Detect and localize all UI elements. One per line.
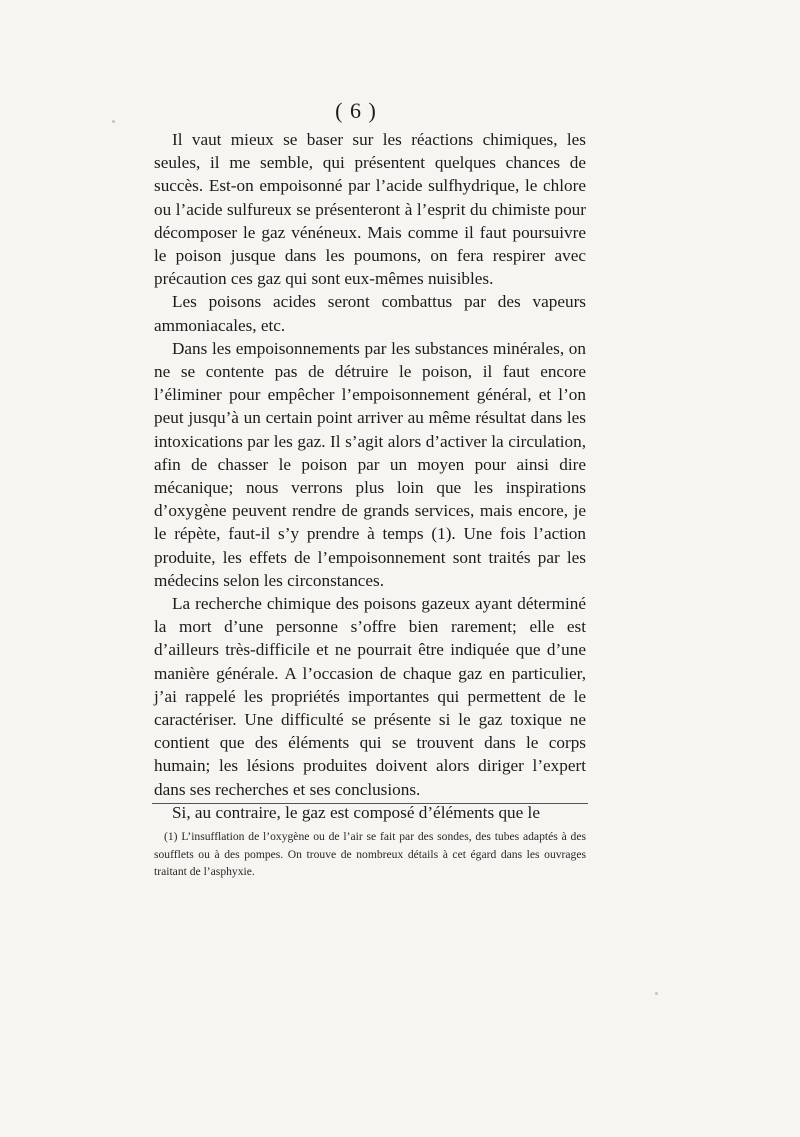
footnote <box>154 828 586 881</box>
paragraph-1: Il vaut mieux se baser sur les réactions chimiques, les seules, il me semble, qui présentent quelques chances de succès. Est-on empoisonné par l’acide sulfhydrique, le chlore ou l’acide sulfureux se présenteront à l’esprit du chimiste pour décomposer le gaz vénéneux. Mais comme il faut poursuivre le poison jusque dans les poumons, on fera respirer avec précaution ces gaz qui sont eux-mêmes nuisibles. <box>154 130 586 289</box>
paper-speck <box>655 992 658 995</box>
body-text <box>154 128 586 824</box>
footnote-divider <box>152 803 588 804</box>
paragraph-5: Si, au contraire, le gaz est composé d’éléments que le <box>172 802 540 822</box>
page-number: ( 6 ) <box>335 98 377 123</box>
paragraph-4: La recherche chimique des poisons gazeux ayant déterminé la mort d’une personne s’offre bien rarement; elle est d’ailleurs très-difficile et ne pourrait être indiquée que d’une manière générale. A l’occasion de chaque gaz en particulier, j’ai rappelé les propriétés importantes qui permettent de le caractériser. Une difficulté se présente si le gaz toxique ne contient que des éléments qui se trouvent dans le corps humain; les lésions produites doivent alors diriger l’expert dans ses recherches et ses conclusions. <box>154 594 586 799</box>
paragraph-2: Les poisons acides seront combattus par des vapeurs ammoniacales, etc. <box>154 292 586 335</box>
paper-speck <box>112 120 115 123</box>
footnote-text: (1) L’insufflation de l’oxygène ou de l’air se fait par des sondes, des tubes adaptés à des soufflets ou à des pompes. On trouve de nombreux détails à cet égard dans les ouvrages traitant de l’asphyxie. <box>154 830 586 879</box>
paragraph-3: Dans les empoisonnements par les substances minérales, on ne se contente pas de détruire le poison, il faut encore l’éliminer pour empêcher l’empoisonnement général, et l’on peut jusqu’à un certain point arriver au même résultat dans les intoxications par les gaz. Il s’agit alors d’activer la circulation, afin de chasser le poison par un moyen pour ainsi dire mécanique; nous verrons plus loin que les inspirations d’oxygène peuvent rendre de grands services, mais encore, je le répète, faut-il s’y prendre à temps (1). Une fois l’action produite, les effets de l’empoisonnement sont traités par les médecins selon les circonstances. <box>154 338 586 590</box>
